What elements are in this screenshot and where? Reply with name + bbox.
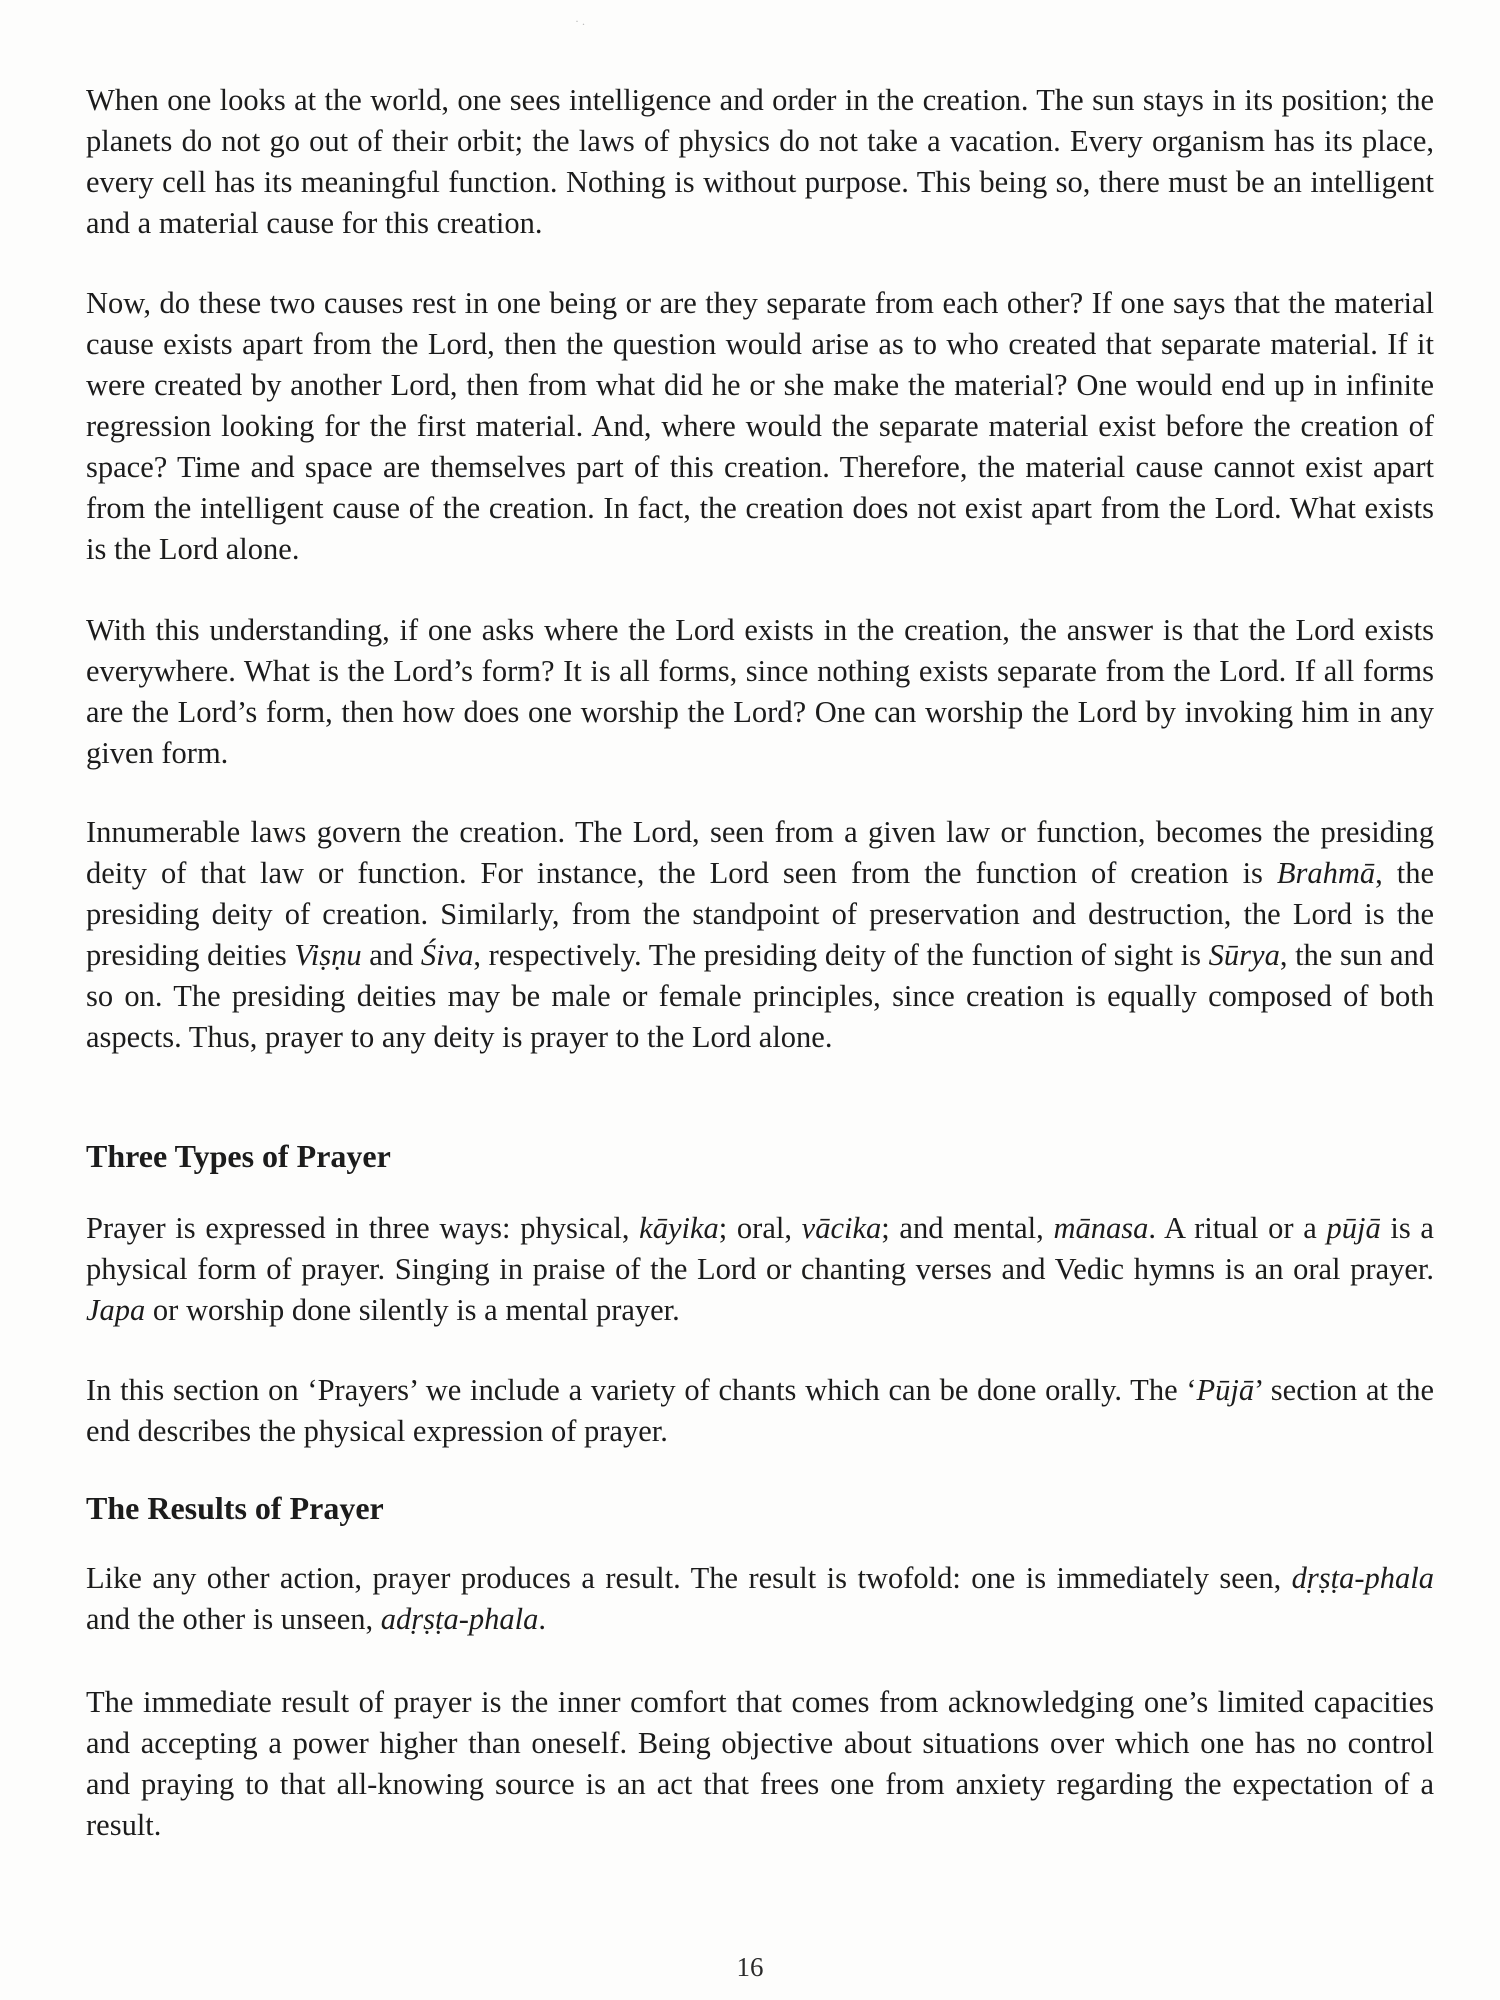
term-surya: Sūrya [1208, 938, 1280, 972]
term-vacika: vācika [801, 1211, 882, 1245]
paragraph-twofold-result: Like any other action, prayer produces a result. The result is twofold: one is immediately seen, dṛṣṭa-phala and the other is unseen, adṛṣṭa-phala. [86, 1561, 1434, 1636]
term-manasa: mānasa [1053, 1211, 1149, 1245]
heading-three-types-of-prayer: Three Types of Prayer [86, 1138, 391, 1174]
term-kayika: kāyika [639, 1211, 719, 1245]
paragraph-prayers-section: In this section on ‘Prayers’ we include a variety of chants which can be done orally. The ‘Pūjā’ section at the end describes the physical expression of prayer. [86, 1373, 1434, 1448]
term-siva: Śiva [420, 938, 474, 972]
paragraph-two-causes: Now, do these two causes rest in one being or are they separate from each other? If one says that the material cause exists apart from the Lord, then the question would arise as to who created that separate material. If it were created by another Lord, then from what did he or she make the material? One would end up in infinite regression looking for the first material. And, where would the separate material exist before the creation of space? Time and space are themselves part of this creation. Therefore, the material cause cannot exist apart from the intelligent cause of the creation. In fact, the creation does not exist apart from the Lord. What exists is the Lord alone. [86, 286, 1434, 566]
paragraph-prayer-ways: Prayer is expressed in three ways: physical, kāyika; oral, vācika; and mental, mānasa. A ritual or a pūjā is a physical form of prayer. Singing in praise of the Lord or chanting verses and Vedic hymns is an oral prayer. Japa or worship done silently is a mental prayer. [86, 1211, 1434, 1327]
paragraph-presiding-deities: Innumerable laws govern the creation. The Lord, seen from a given law or function, becomes the presiding deity of that law or function. For instance, the Lord seen from the function of creation is Brahmā, the presiding deity of creation. Similarly, from the standpoint of preservation and destruction, the Lord is the presiding deities Viṣṇu and Śiva, respectively. The presiding deity of the function of sight is Sūrya, the sun and so on. The presiding deities may be male or female principles, since creation is equally composed of both aspects. Thus, prayer to any deity is prayer to the Lord alone. [86, 815, 1434, 1054]
term-adrsta-phala: adṛṣṭa-phala [380, 1602, 539, 1636]
term-brahma: Brahmā [1276, 856, 1376, 890]
term-puja: pūjā [1326, 1211, 1381, 1245]
paragraph-creation-order: When one looks at the world, one sees intelligence and order in the creation. The sun stays in its position; the planets do not go out of their orbit; the laws of physics do not take a vacation. Every organism has its place, every cell has its meaningful function. Nothing is without purpose. This being so, there must be an intelligent and a material cause for this creation. [86, 83, 1434, 240]
term-puja-section: Pūjā [1196, 1373, 1255, 1407]
scan-artifact: · . [575, 14, 585, 28]
paragraph-immediate-result: The immediate result of prayer is the inner comfort that comes from acknowledging one’s limited capacities and accepting a power higher than oneself. Being objective about situations over which one has no control and praying to that all-knowing source is an act that frees one from anxiety regarding the expectation of a result. [86, 1685, 1434, 1842]
heading-results-of-prayer: The Results of Prayer [86, 1490, 384, 1526]
term-japa: Japa [86, 1293, 146, 1327]
term-visnu: Viṣṇu [294, 938, 362, 972]
page-number: 16 [736, 1952, 764, 1982]
term-drsta-phala: dṛṣṭa-phala [1291, 1561, 1434, 1595]
paragraph-lord-everywhere: With this understanding, if one asks where the Lord exists in the creation, the answer is that the Lord exists everywhere. What is the Lord’s form? It is all forms, since nothing exists separate from the Lord. If all forms are the Lord’s form, then how does one worship the Lord? One can worship the Lord by invoking him in any given form. [86, 613, 1434, 770]
